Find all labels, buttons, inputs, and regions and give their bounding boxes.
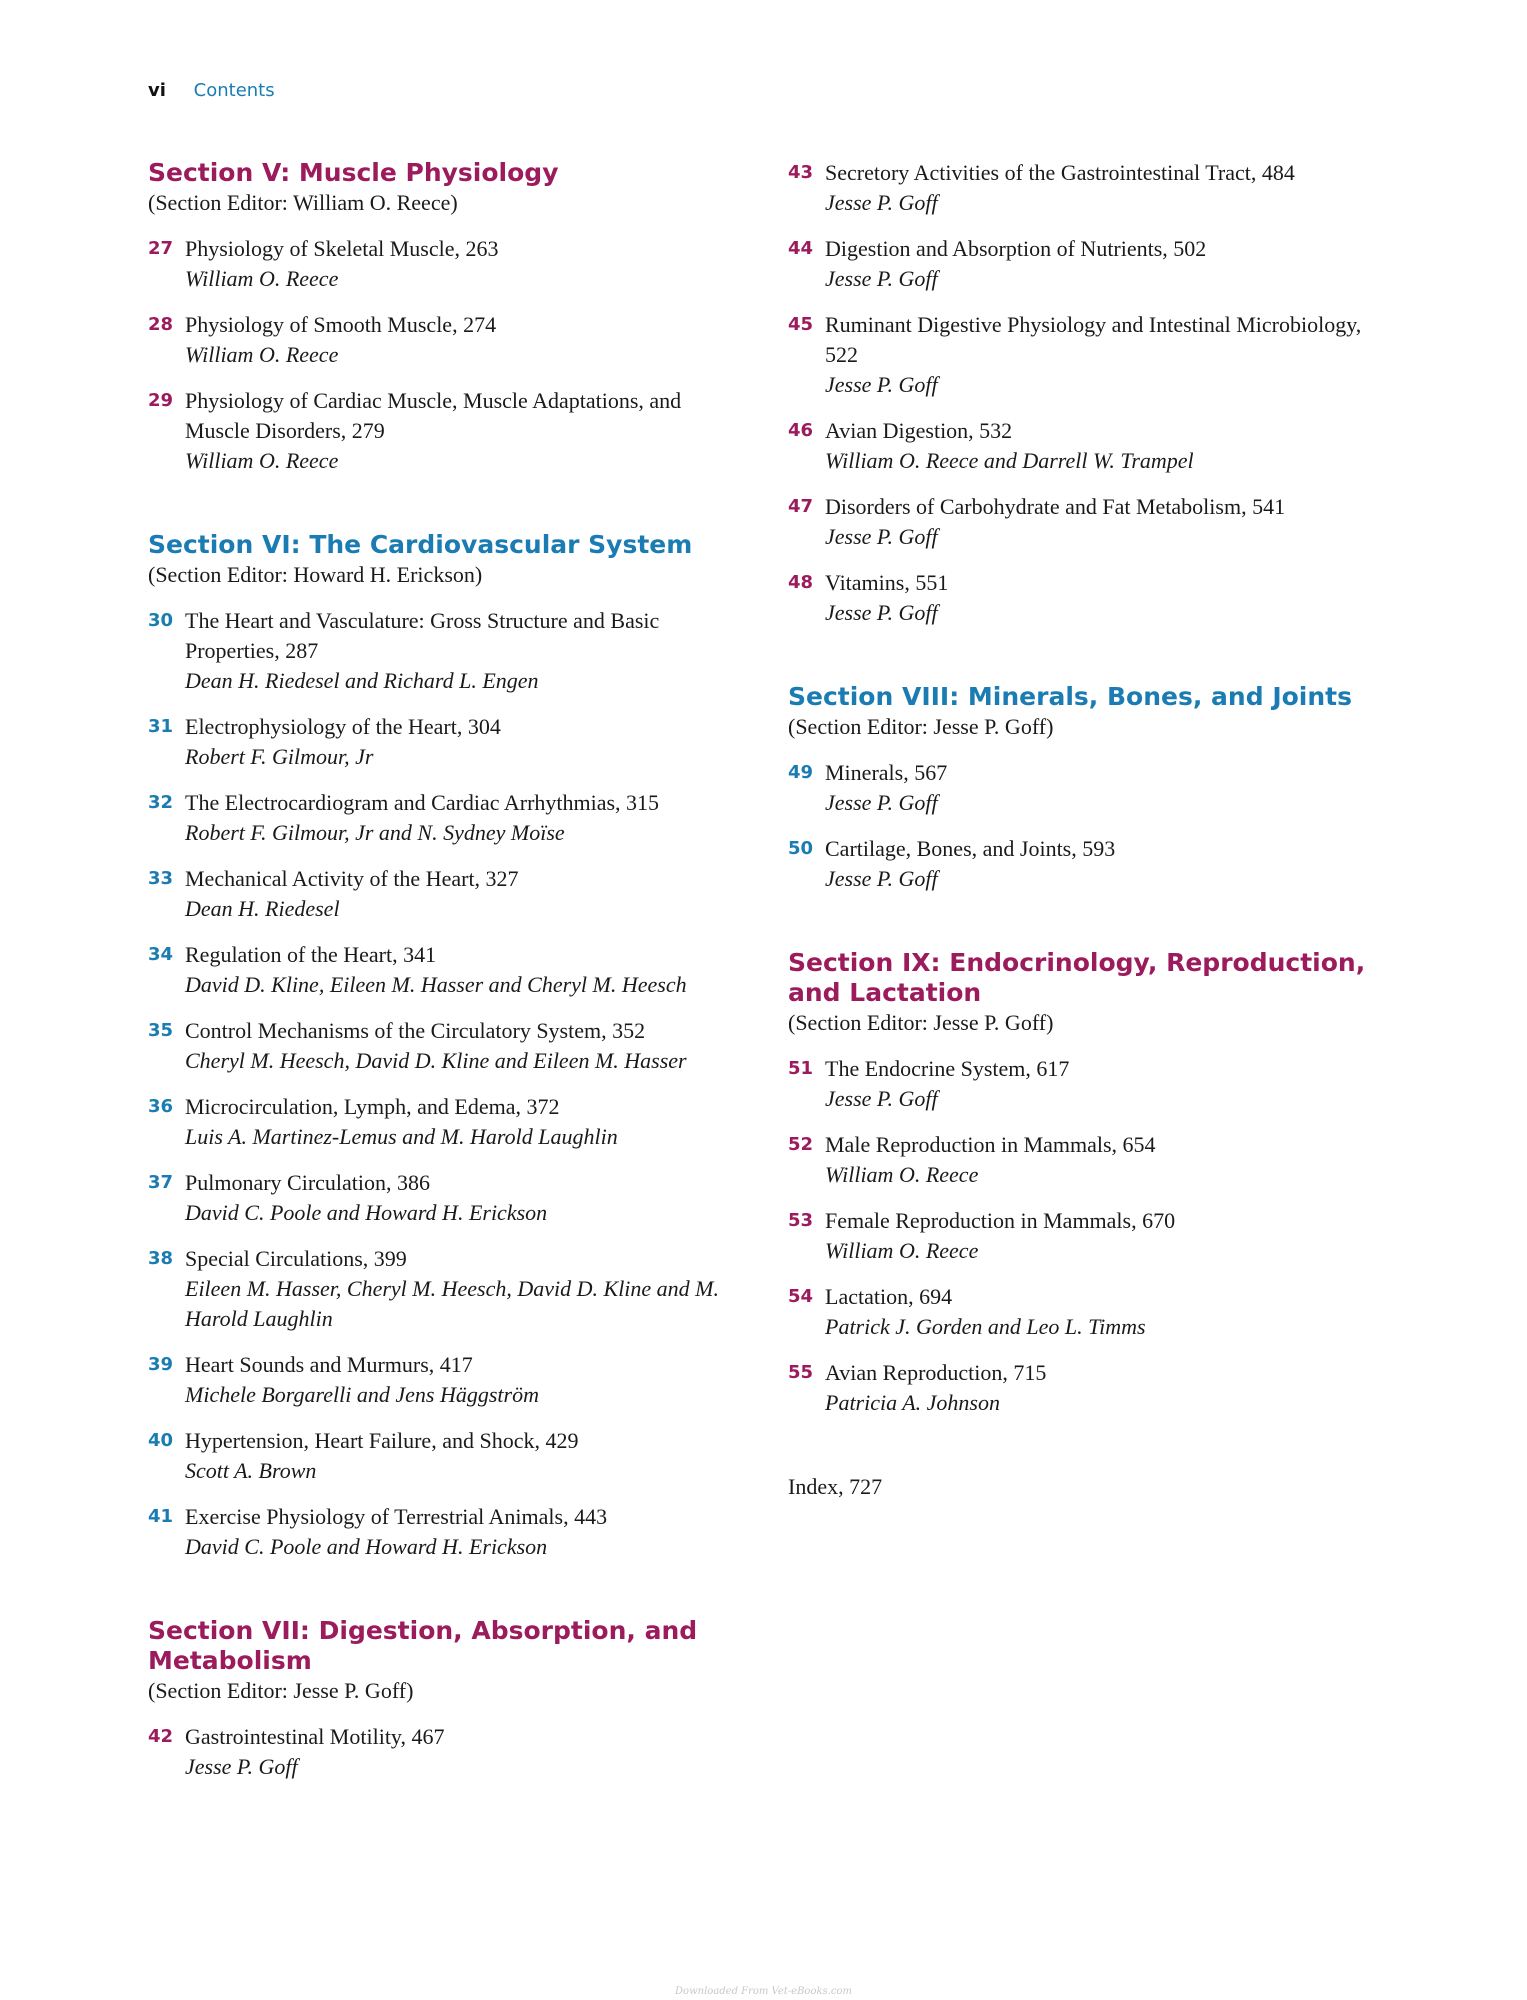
chapter-entry[interactable]	[788, 1130, 1388, 1190]
chapter-body	[825, 416, 1388, 476]
section-editor: (Section Editor: Jesse P. Goff)	[788, 1010, 1054, 1035]
chapter-number: 51	[788, 1058, 814, 1079]
chapter-entry[interactable]	[148, 1244, 748, 1334]
chapter-number: 30	[148, 610, 174, 631]
section-title: Section VII: Digestion, Absorption, and Metabolism	[148, 1616, 698, 1675]
section-title: Section VI: The Cardiovascular System	[148, 530, 693, 559]
chapter-authors: William O. Reece	[185, 266, 339, 291]
chapter-title: Minerals, 567	[825, 760, 948, 785]
chapter-number: 37	[148, 1172, 174, 1193]
toc-section	[148, 158, 748, 476]
running-head-title: Contents	[193, 80, 275, 101]
chapter-title: Regulation of the Heart, 341	[185, 942, 437, 967]
watermark-footer: Downloaded From Vet-eBooks.com	[675, 1986, 852, 1997]
chapter-body	[825, 568, 1388, 628]
chapter-authors: William O. Reece	[825, 1162, 979, 1187]
chapter-number: 53	[788, 1210, 814, 1231]
chapter-entry[interactable]	[148, 1426, 748, 1486]
chapter-entry[interactable]	[148, 788, 748, 848]
chapter-authors: Jesse P. Goff	[185, 1754, 298, 1779]
chapter-entry[interactable]	[788, 758, 1388, 818]
chapter-entry[interactable]	[788, 1358, 1388, 1418]
chapter-title: Avian Reproduction, 715	[825, 1360, 1047, 1385]
chapter-entry[interactable]	[788, 834, 1388, 894]
chapter-authors: Luis A. Martinez-Lemus and M. Harold Laughlin	[185, 1124, 618, 1149]
chapter-body	[825, 158, 1388, 218]
chapter-number: 48	[788, 572, 814, 593]
chapter-entry[interactable]	[148, 1092, 748, 1152]
chapter-entry[interactable]	[788, 310, 1388, 400]
running-head	[148, 80, 275, 101]
chapter-title: Cartilage, Bones, and Joints, 593	[825, 836, 1116, 861]
chapter-title: Control Mechanisms of the Circulatory System, 352	[185, 1018, 646, 1043]
chapter-number: 33	[148, 868, 174, 889]
chapter-authors: William O. Reece	[185, 342, 339, 367]
chapter-entry[interactable]	[148, 864, 748, 924]
chapter-authors: Dean H. Riedesel and Richard L. Engen	[185, 668, 539, 693]
chapter-body	[825, 1282, 1388, 1342]
chapter-title: Ruminant Digestive Physiology and Intestinal Microbiology, 522	[825, 312, 1362, 367]
chapter-entry[interactable]	[788, 234, 1388, 294]
section-editor: (Section Editor: Jesse P. Goff)	[788, 714, 1054, 739]
index-entry[interactable]: Index, 727	[788, 1474, 883, 1499]
chapter-body	[185, 1016, 748, 1076]
section-title: Section IX: Endocrinology, Reproduction, and Lactation	[788, 948, 1366, 1007]
chapter-entry[interactable]	[148, 1502, 748, 1562]
chapter-body	[825, 834, 1388, 894]
chapter-number: 31	[148, 716, 174, 737]
toc-section	[148, 530, 748, 1562]
chapter-entry[interactable]	[148, 310, 748, 370]
chapter-entry[interactable]	[788, 158, 1388, 218]
toc-section	[788, 948, 1388, 1418]
chapter-number: 50	[788, 838, 814, 859]
chapter-body	[825, 1130, 1388, 1190]
chapter-body	[185, 1502, 748, 1562]
left-column	[148, 158, 748, 1836]
chapter-number: 42	[148, 1726, 174, 1747]
chapter-entry[interactable]	[148, 940, 748, 1000]
chapter-authors: Robert F. Gilmour, Jr and N. Sydney Moïse	[185, 820, 565, 845]
chapter-number: 49	[788, 762, 814, 783]
chapter-title: Heart Sounds and Murmurs, 417	[185, 1352, 473, 1377]
chapter-body	[185, 864, 748, 924]
chapter-title: Physiology of Skeletal Muscle, 263	[185, 236, 499, 261]
chapter-title: Physiology of Smooth Muscle, 274	[185, 312, 497, 337]
chapter-authors: William O. Reece	[185, 448, 339, 473]
section-editor: (Section Editor: Jesse P. Goff)	[148, 1678, 414, 1703]
chapter-authors: Jesse P. Goff	[825, 866, 938, 891]
section-editor: (Section Editor: William O. Reece)	[148, 190, 458, 215]
chapter-entry[interactable]	[148, 1016, 748, 1076]
chapter-number: 43	[788, 162, 814, 183]
chapter-entry[interactable]	[788, 1054, 1388, 1114]
chapter-title: Secretory Activities of the Gastrointestinal Tract, 484	[825, 160, 1295, 185]
chapter-authors: Jesse P. Goff	[825, 790, 938, 815]
chapter-number: 46	[788, 420, 814, 441]
chapter-number: 41	[148, 1506, 174, 1527]
chapter-title: Pulmonary Circulation, 386	[185, 1170, 431, 1195]
section-title: Section VIII: Minerals, Bones, and Joints	[788, 682, 1352, 711]
chapter-body	[825, 310, 1388, 400]
toc-section	[788, 158, 1388, 628]
chapter-authors: William O. Reece and Darrell W. Trampel	[825, 448, 1194, 473]
chapter-title: Exercise Physiology of Terrestrial Animals, 443	[185, 1504, 608, 1529]
chapter-number: 29	[148, 390, 174, 411]
toc-section	[788, 682, 1388, 894]
chapter-number: 35	[148, 1020, 174, 1041]
chapter-authors: Eileen M. Hasser, Cheryl M. Heesch, David D. Kline and M. Harold Laughlin	[185, 1276, 720, 1331]
chapter-number: 52	[788, 1134, 814, 1155]
toc-section	[148, 1616, 748, 1782]
chapter-entry[interactable]	[788, 568, 1388, 628]
chapter-title: Hypertension, Heart Failure, and Shock, 429	[185, 1428, 579, 1453]
chapter-entry[interactable]	[788, 1206, 1388, 1266]
chapter-body	[185, 310, 748, 370]
chapter-authors: Scott A. Brown	[185, 1458, 317, 1483]
chapter-entry[interactable]	[148, 1168, 748, 1228]
chapter-body	[185, 606, 748, 696]
chapter-authors: David C. Poole and Howard H. Erickson	[185, 1534, 548, 1559]
chapter-title: Disorders of Carbohydrate and Fat Metabolism, 541	[825, 494, 1286, 519]
chapter-number: 44	[788, 238, 814, 259]
chapter-entry[interactable]	[148, 606, 748, 696]
chapter-body	[185, 1168, 748, 1228]
chapter-body	[185, 788, 748, 848]
chapter-title: Avian Digestion, 532	[825, 418, 1013, 443]
chapter-number: 27	[148, 238, 174, 259]
chapter-body	[825, 1358, 1388, 1418]
chapter-number: 47	[788, 496, 814, 517]
chapter-title: Gastrointestinal Motility, 467	[185, 1724, 445, 1749]
page-number: vi	[148, 80, 166, 101]
chapter-title: Digestion and Absorption of Nutrients, 502	[825, 236, 1207, 261]
section-title: Section V: Muscle Physiology	[148, 158, 559, 187]
chapter-body	[185, 1722, 748, 1782]
chapter-number: 45	[788, 314, 814, 335]
chapter-body	[185, 386, 748, 476]
chapter-authors: David C. Poole and Howard H. Erickson	[185, 1200, 548, 1225]
chapter-title: The Endocrine System, 617	[825, 1056, 1070, 1081]
chapter-authors: Patrick J. Gorden and Leo L. Timms	[825, 1314, 1146, 1339]
chapter-body	[825, 758, 1388, 818]
chapter-body	[185, 234, 748, 294]
chapter-title: Lactation, 694	[825, 1284, 953, 1309]
chapter-number: 54	[788, 1286, 814, 1307]
chapter-body	[825, 1206, 1388, 1266]
chapter-entry[interactable]	[148, 712, 748, 772]
chapter-body	[825, 234, 1388, 294]
chapter-authors: Jesse P. Goff	[825, 372, 938, 397]
chapter-authors: Robert F. Gilmour, Jr	[185, 744, 374, 769]
chapter-entry[interactable]	[148, 234, 748, 294]
chapter-number: 55	[788, 1362, 814, 1383]
chapter-authors: Jesse P. Goff	[825, 266, 938, 291]
chapter-title: Special Circulations, 399	[185, 1246, 407, 1271]
chapter-body	[185, 712, 748, 772]
chapter-body	[185, 940, 748, 1000]
chapter-number: 34	[148, 944, 174, 965]
chapter-title: The Heart and Vasculature: Gross Structure and Basic Properties, 287	[185, 608, 660, 663]
chapter-body	[185, 1244, 748, 1334]
chapter-title: Mechanical Activity of the Heart, 327	[185, 866, 519, 891]
chapter-body	[185, 1092, 748, 1152]
chapter-authors: Jesse P. Goff	[825, 1086, 938, 1111]
chapter-title: Female Reproduction in Mammals, 670	[825, 1208, 1176, 1233]
chapter-number: 40	[148, 1430, 174, 1451]
chapter-number: 36	[148, 1096, 174, 1117]
chapter-title: Physiology of Cardiac Muscle, Muscle Adaptations, and Muscle Disorders, 279	[185, 388, 682, 443]
chapter-entry[interactable]	[148, 1350, 748, 1410]
chapter-authors: David D. Kline, Eileen M. Hasser and Cheryl M. Heesch	[185, 972, 687, 997]
chapter-body	[825, 1054, 1388, 1114]
chapter-body	[185, 1426, 748, 1486]
chapter-title: Microcirculation, Lymph, and Edema, 372	[185, 1094, 560, 1119]
chapter-authors: Jesse P. Goff	[825, 190, 938, 215]
chapter-number: 39	[148, 1354, 174, 1375]
chapter-entry[interactable]	[788, 492, 1388, 552]
chapter-title: Electrophysiology of the Heart, 304	[185, 714, 501, 739]
chapter-entry[interactable]	[788, 416, 1388, 476]
section-editor: (Section Editor: Howard H. Erickson)	[148, 562, 483, 587]
chapter-authors: Patricia A. Johnson	[825, 1390, 1000, 1415]
chapter-number: 32	[148, 792, 174, 813]
chapter-entry[interactable]	[148, 1722, 748, 1782]
chapter-body	[825, 492, 1388, 552]
chapter-authors: Dean H. Riedesel	[185, 896, 340, 921]
chapter-number: 38	[148, 1248, 174, 1269]
chapter-title: The Electrocardiogram and Cardiac Arrhythmias, 315	[185, 790, 660, 815]
right-column	[788, 158, 1388, 1502]
chapter-authors: Jesse P. Goff	[825, 600, 938, 625]
chapter-entry[interactable]	[148, 386, 748, 476]
chapter-body	[185, 1350, 748, 1410]
chapter-authors: Jesse P. Goff	[825, 524, 938, 549]
chapter-title: Vitamins, 551	[825, 570, 949, 595]
chapter-title: Male Reproduction in Mammals, 654	[825, 1132, 1156, 1157]
chapter-authors: William O. Reece	[825, 1238, 979, 1263]
chapter-authors: Michele Borgarelli and Jens Häggström	[185, 1382, 539, 1407]
chapter-entry[interactable]	[788, 1282, 1388, 1342]
chapter-authors: Cheryl M. Heesch, David D. Kline and Eileen M. Hasser	[185, 1048, 687, 1073]
chapter-number: 28	[148, 314, 174, 335]
